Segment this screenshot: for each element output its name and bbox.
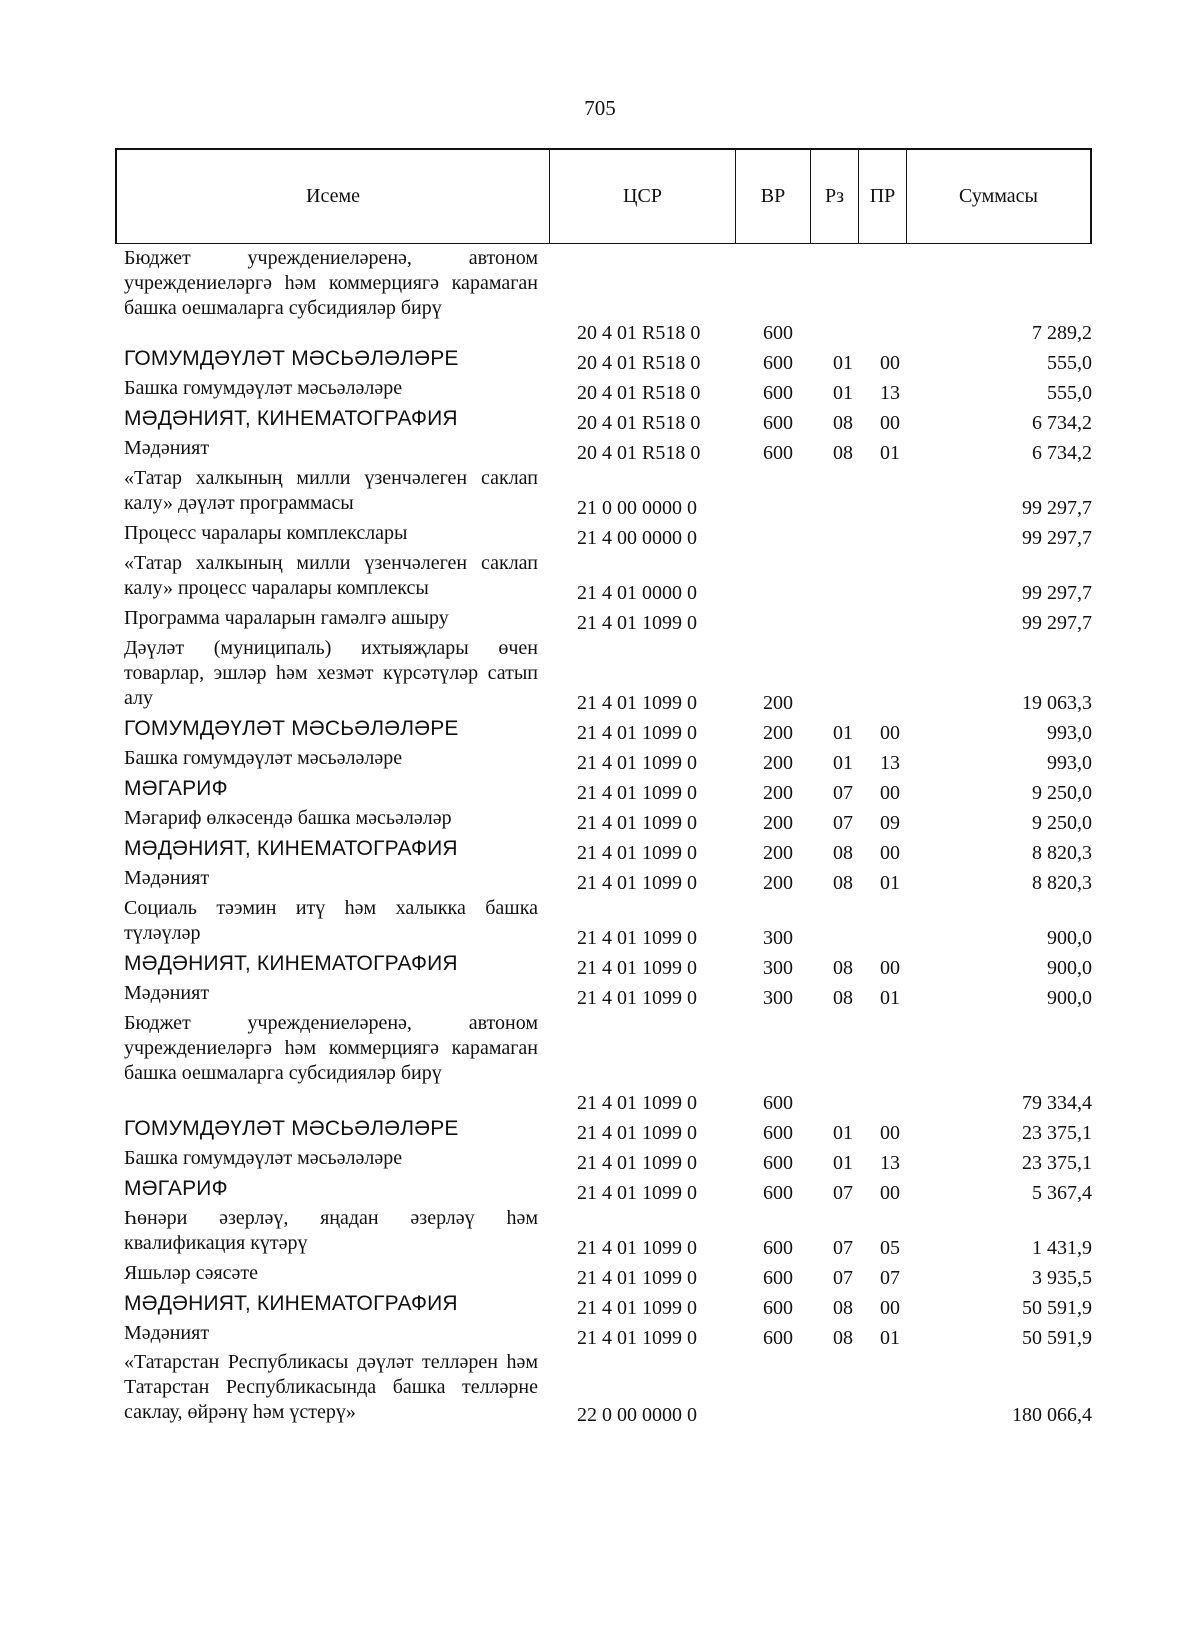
row-code: 20 4 01 R518 0 <box>577 352 701 374</box>
table-row <box>0 1146 1200 1176</box>
row-pr: 01 <box>880 1327 900 1349</box>
row-rz: 01 <box>833 752 853 774</box>
table-row <box>0 1261 1200 1291</box>
table-row <box>0 746 1200 776</box>
row-sum: 6 734,2 <box>1032 412 1092 434</box>
row-name: Яшьләр сәясәте <box>124 1262 259 1284</box>
row-vr: 600 <box>763 1152 793 1174</box>
row-vr: 200 <box>763 692 793 714</box>
row-rz: 08 <box>833 1297 853 1319</box>
row-pr: 13 <box>880 1152 900 1174</box>
header-pr: ПР <box>859 150 907 243</box>
row-rz: 01 <box>833 1152 853 1174</box>
row-sum: 50 591,9 <box>1022 1327 1092 1349</box>
row-code: 21 4 01 1099 0 <box>577 1237 697 1259</box>
row-name: Башка гомумдәүләт мәсьәләләре <box>124 1147 403 1169</box>
row-code: 21 4 01 1099 0 <box>577 1122 697 1144</box>
row-sum: 79 334,4 <box>1022 1092 1092 1114</box>
row-code: 21 4 01 1099 0 <box>577 1297 697 1319</box>
header-code: ЦСР <box>550 150 736 243</box>
row-name: МӘДӘНИЯТ, КИНЕМАТОГРАФИЯ <box>124 407 458 430</box>
row-sum: 555,0 <box>1047 352 1092 374</box>
table-row <box>0 981 1200 1011</box>
row-pr: 00 <box>880 957 900 979</box>
row-code: 21 4 01 1099 0 <box>577 782 697 804</box>
row-sum: 99 297,7 <box>1022 497 1092 519</box>
table-row <box>0 866 1200 896</box>
row-vr: 200 <box>763 812 793 834</box>
row-name: Бюджет учреждениеләренә, автоном учреждениеләргә һәм коммерциягә карамаган башка оешмаларга субсидияләр бирү <box>124 1012 538 1084</box>
row-pr: 00 <box>880 352 900 374</box>
row-vr: 600 <box>763 1122 793 1144</box>
row-rz: 08 <box>833 412 853 434</box>
row-rz: 07 <box>833 812 853 834</box>
row-name: МӘДӘНИЯТ, КИНЕМАТОГРАФИЯ <box>124 1292 458 1315</box>
row-rz: 08 <box>833 957 853 979</box>
row-code: 21 4 01 0000 0 <box>577 582 697 604</box>
row-code: 21 4 00 0000 0 <box>577 527 697 549</box>
header-rz: Рз <box>811 150 859 243</box>
row-sum: 900,0 <box>1047 957 1092 979</box>
row-pr: 13 <box>880 752 900 774</box>
row-vr: 600 <box>763 442 793 464</box>
row-name: Социаль тәэмин итү һәм халыкка башка түләүләр <box>124 897 538 944</box>
row-sum: 993,0 <box>1047 752 1092 774</box>
row-rz: 07 <box>833 1237 853 1259</box>
row-rz: 01 <box>833 352 853 374</box>
table-row <box>0 1206 1200 1261</box>
row-sum: 900,0 <box>1047 987 1092 1009</box>
row-code: 21 4 01 1099 0 <box>577 752 697 774</box>
row-name: МӘГАРИФ <box>124 777 228 800</box>
row-rz: 08 <box>833 1327 853 1349</box>
page-number: 705 <box>584 96 616 120</box>
row-sum: 8 820,3 <box>1032 872 1092 894</box>
row-pr: 00 <box>880 1297 900 1319</box>
row-rz: 08 <box>833 442 853 464</box>
row-vr: 200 <box>763 722 793 744</box>
row-pr: 07 <box>880 1267 900 1289</box>
row-sum: 23 375,1 <box>1022 1122 1092 1144</box>
table-row <box>0 776 1200 806</box>
row-vr: 600 <box>763 352 793 374</box>
row-code: 21 4 01 1099 0 <box>577 1152 697 1174</box>
row-sum: 6 734,2 <box>1032 442 1092 464</box>
table-row <box>0 636 1200 716</box>
row-name: Программа чараларын гамәлгә ашыру <box>124 607 449 629</box>
row-code: 21 4 01 1099 0 <box>577 812 697 834</box>
row-sum: 9 250,0 <box>1032 812 1092 834</box>
table-row <box>0 836 1200 866</box>
table-row <box>0 1116 1200 1146</box>
row-vr: 600 <box>763 1237 793 1259</box>
row-name: Процесс чаралары комплекслары <box>124 522 408 544</box>
row-name: Башка гомумдәүләт мәсьәләләре <box>124 747 403 769</box>
table-row <box>0 551 1200 606</box>
row-pr: 05 <box>880 1237 900 1259</box>
row-pr: 00 <box>880 782 900 804</box>
row-name: Бюджет учреждениеләренә, автоном учреждениеләргә һәм коммерциягә карамаган башка оешмаларга субсидияләр бирү <box>124 247 538 319</box>
row-vr: 200 <box>763 782 793 804</box>
row-code: 21 4 01 1099 0 <box>577 1092 697 1114</box>
row-name: Мәдәният <box>124 982 210 1004</box>
row-sum: 19 063,3 <box>1022 692 1092 714</box>
row-pr: 00 <box>880 412 900 434</box>
row-name: МӘДӘНИЯТ, КИНЕМАТОГРАФИЯ <box>124 837 458 860</box>
row-rz: 08 <box>833 842 853 864</box>
table-row <box>0 606 1200 636</box>
row-name: «Татар халкының милли үзенчәлеген саклап калу» процесс чаралары комплексы <box>124 552 538 599</box>
row-name: Мәдәният <box>124 437 210 459</box>
table-header <box>115 148 1092 244</box>
table-row <box>0 1350 1200 1428</box>
row-rz: 01 <box>833 722 853 744</box>
table-row <box>0 1291 1200 1321</box>
row-rz: 08 <box>833 987 853 1009</box>
row-sum: 50 591,9 <box>1022 1297 1092 1319</box>
row-name: Мәгариф өлкәсендә башка мәсьәләләр <box>124 807 452 829</box>
row-sum: 993,0 <box>1047 722 1092 744</box>
row-code: 21 4 01 1099 0 <box>577 692 697 714</box>
table-row <box>0 1011 1200 1116</box>
row-name: ГОМУМДӘҮЛӘТ МӘСЬӘЛӘЛӘРЕ <box>124 717 459 740</box>
row-vr: 600 <box>763 412 793 434</box>
row-code: 21 4 01 1099 0 <box>577 1267 697 1289</box>
row-name: МӘГАРИФ <box>124 1177 228 1200</box>
row-pr: 00 <box>880 722 900 744</box>
row-name: Һөнәри әзерләү, яңадан әзерләү һәм квалификация күтәрү <box>124 1207 538 1254</box>
row-rz: 07 <box>833 782 853 804</box>
row-code: 20 4 01 R518 0 <box>577 412 701 434</box>
row-pr: 01 <box>880 872 900 894</box>
row-code: 21 4 01 1099 0 <box>577 842 697 864</box>
row-sum: 7 289,2 <box>1032 322 1092 344</box>
row-code: 20 4 01 R518 0 <box>577 382 701 404</box>
table-row <box>0 406 1200 436</box>
header-sum: Суммасы <box>959 185 1038 207</box>
row-pr: 00 <box>880 842 900 864</box>
row-sum: 5 367,4 <box>1032 1182 1092 1204</box>
row-name: Мәдәният <box>124 1322 210 1344</box>
table-row <box>0 466 1200 521</box>
table-row <box>0 246 1200 346</box>
row-code: 21 4 01 1099 0 <box>577 987 697 1009</box>
row-sum: 99 297,7 <box>1022 612 1092 634</box>
row-pr: 09 <box>880 812 900 834</box>
row-vr: 600 <box>763 1267 793 1289</box>
table-row <box>0 346 1200 376</box>
row-sum: 99 297,7 <box>1022 582 1092 604</box>
header-vr: ВР <box>736 150 811 243</box>
table-row <box>0 376 1200 406</box>
table-row <box>0 436 1200 466</box>
row-vr: 300 <box>763 927 793 949</box>
row-vr: 600 <box>763 1092 793 1114</box>
row-name: «Татар халкының милли үзенчәлеген саклап калу» дәүләт программасы <box>124 467 538 514</box>
row-pr: 00 <box>880 1182 900 1204</box>
row-name: Дәүләт (муниципаль) ихтыяҗлары өчен товарлар, эшләр һәм хезмәт күрсәтүләр сатып алу <box>124 637 538 709</box>
row-code: 20 4 01 R518 0 <box>577 442 701 464</box>
row-code: 21 4 01 1099 0 <box>577 722 697 744</box>
row-code: 22 0 00 0000 0 <box>577 1404 697 1426</box>
row-sum: 99 297,7 <box>1022 527 1092 549</box>
row-rz: 07 <box>833 1182 853 1204</box>
row-sum: 9 250,0 <box>1032 782 1092 804</box>
row-sum: 1 431,9 <box>1032 1237 1092 1259</box>
row-sum: 8 820,3 <box>1032 842 1092 864</box>
row-sum: 900,0 <box>1047 927 1092 949</box>
table-row <box>0 1176 1200 1206</box>
table-row <box>0 896 1200 951</box>
row-vr: 300 <box>763 987 793 1009</box>
row-code: 21 4 01 1099 0 <box>577 1182 697 1204</box>
row-code: 20 4 01 R518 0 <box>577 322 701 344</box>
table-row <box>0 716 1200 746</box>
row-code: 21 4 01 1099 0 <box>577 927 697 949</box>
row-vr: 600 <box>763 1182 793 1204</box>
table-row <box>0 806 1200 836</box>
row-code: 21 4 01 1099 0 <box>577 1327 697 1349</box>
table-row <box>0 1321 1200 1351</box>
row-vr: 300 <box>763 957 793 979</box>
row-vr: 600 <box>763 1297 793 1319</box>
row-pr: 01 <box>880 987 900 1009</box>
row-vr: 200 <box>763 752 793 774</box>
row-rz: 01 <box>833 382 853 404</box>
row-sum: 23 375,1 <box>1022 1152 1092 1174</box>
row-name: ГОМУМДӘҮЛӘТ МӘСЬӘЛӘЛӘРЕ <box>124 347 459 370</box>
row-rz: 07 <box>833 1267 853 1289</box>
row-name: Башка гомумдәүләт мәсьәләләре <box>124 377 403 399</box>
row-pr: 13 <box>880 382 900 404</box>
row-code: 21 4 01 1099 0 <box>577 612 697 634</box>
row-vr: 600 <box>763 382 793 404</box>
row-name: МӘДӘНИЯТ, КИНЕМАТОГРАФИЯ <box>124 952 458 975</box>
row-code: 21 0 00 0000 0 <box>577 497 697 519</box>
row-vr: 200 <box>763 842 793 864</box>
row-code: 21 4 01 1099 0 <box>577 872 697 894</box>
row-sum: 555,0 <box>1047 382 1092 404</box>
row-pr: 00 <box>880 1122 900 1144</box>
row-vr: 600 <box>763 1327 793 1349</box>
row-name: Мәдәният <box>124 867 210 889</box>
row-code: 21 4 01 1099 0 <box>577 957 697 979</box>
row-name: ГОМУМДӘҮЛӘТ МӘСЬӘЛӘЛӘРЕ <box>124 1117 459 1140</box>
row-name: «Татарстан Республикасы дәүләт телләрен һәм Татарстан Республикасында башка телләрне саклау, өйрәнү һәм үстерү» <box>124 1351 538 1423</box>
row-rz: 01 <box>833 1122 853 1144</box>
row-vr: 200 <box>763 872 793 894</box>
header-name: Исеме <box>117 150 550 243</box>
row-pr: 01 <box>880 442 900 464</box>
row-rz: 08 <box>833 872 853 894</box>
row-vr: 600 <box>763 322 793 344</box>
table-row <box>0 521 1200 551</box>
table-row <box>0 951 1200 981</box>
row-sum: 180 066,4 <box>1012 1404 1092 1426</box>
row-sum: 3 935,5 <box>1032 1267 1092 1289</box>
